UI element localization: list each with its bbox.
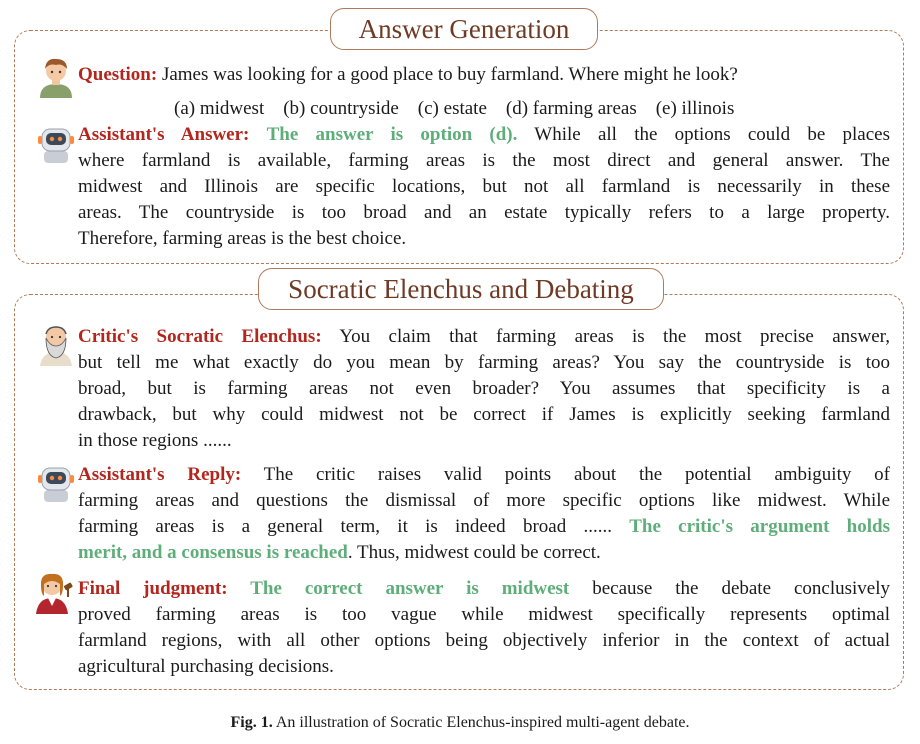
judgment-line: farmland regions, with all other options being objectively inferior in the context of actual: [78, 630, 890, 651]
final-judgment-block: [78, 576, 890, 680]
caption-text: An illustration of Socratic Elenchus-inspired multi-agent debate.: [272, 714, 690, 731]
answer-highlight: The answer is option (d).: [266, 124, 518, 145]
person-icon: [34, 54, 78, 98]
reply-line-3-highlight: The critic's argument holds: [629, 516, 890, 537]
answer-line: areas. The countryside is too broad and an estate typically refers to a large property.: [78, 202, 890, 223]
critic-line: but tell me what exactly do you mean by farming areas? You say the countryside is too: [78, 352, 890, 373]
answer-line: where farmland is available, farming areas is the most direct and general answer. The: [78, 150, 890, 171]
reply-line-1-rest: The critic raises valid points about the potential ambiguity of: [241, 464, 890, 485]
assistant-answer-block: [78, 122, 890, 252]
question-text: James was looking for a good place to buy farmland. Where might he look?: [157, 64, 738, 85]
figure-caption: [0, 712, 920, 734]
option-a: (a) midwest: [174, 98, 265, 119]
reply-line-3: farming areas is a general term, it is indeed broad ......: [78, 516, 630, 537]
final-judgment-label: Final judgment:: [78, 578, 228, 599]
reply-line-4-highlight: merit, and a consensus is reached: [78, 542, 348, 563]
reply-line: farming areas and questions the dismissal of more specific options like midwest. While: [78, 490, 890, 511]
caption-label: Fig. 1.: [230, 714, 273, 731]
critic-block: [78, 324, 890, 454]
option-e: (e) illinois: [655, 98, 735, 119]
options-row: [174, 96, 854, 122]
robot-icon: [34, 121, 78, 165]
reply-line-4-rest: . Thus, midwest could be correct.: [347, 542, 601, 563]
philosopher-icon: [34, 322, 78, 366]
question-label: Question:: [78, 64, 158, 85]
option-d: (d) farming areas: [505, 98, 637, 119]
judgment-highlight: The correct answer is midwest: [227, 578, 570, 599]
question-block: [78, 62, 890, 88]
critic-line: in those regions ......: [78, 430, 232, 451]
judge-icon: [30, 570, 74, 614]
critic-label: Critic's Socratic Elenchus:: [78, 326, 322, 347]
judgment-line-1-rest: because the debate conclusively: [569, 578, 890, 599]
assistant-reply-label: Assistant's Reply:: [78, 464, 242, 485]
robot-icon: [34, 460, 78, 504]
critic-line: drawback, but why could midwest not be correct if James is explicitly seeking farmland: [78, 404, 890, 425]
socratic-debate-title: Socratic Elenchus and Debating: [258, 268, 664, 310]
judgment-line: proved farming areas is too vague while midwest specifically represents optimal: [78, 604, 890, 625]
option-c: (c) estate: [417, 98, 487, 119]
critic-line: broad, but is farming areas not even broader? You assumes that specificity is a: [78, 378, 890, 399]
assistant-answer-label: Assistant's Answer:: [78, 124, 250, 145]
answer-generation-title: Answer Generation: [330, 8, 598, 50]
answer-line: Therefore, farming areas is the best choice.: [78, 228, 407, 249]
critic-line-1-rest: You claim that farming areas is the most precise answer,: [321, 326, 890, 347]
judgment-line: agricultural purchasing decisions.: [78, 656, 334, 677]
answer-line: midwest and Illinois are specific locations, but not all farmland is necessarily in these: [78, 176, 890, 197]
assistant-reply-block: [78, 462, 890, 566]
option-b: (b) countryside: [283, 98, 399, 119]
answer-line-1-rest: While all the options could be places: [517, 124, 890, 145]
